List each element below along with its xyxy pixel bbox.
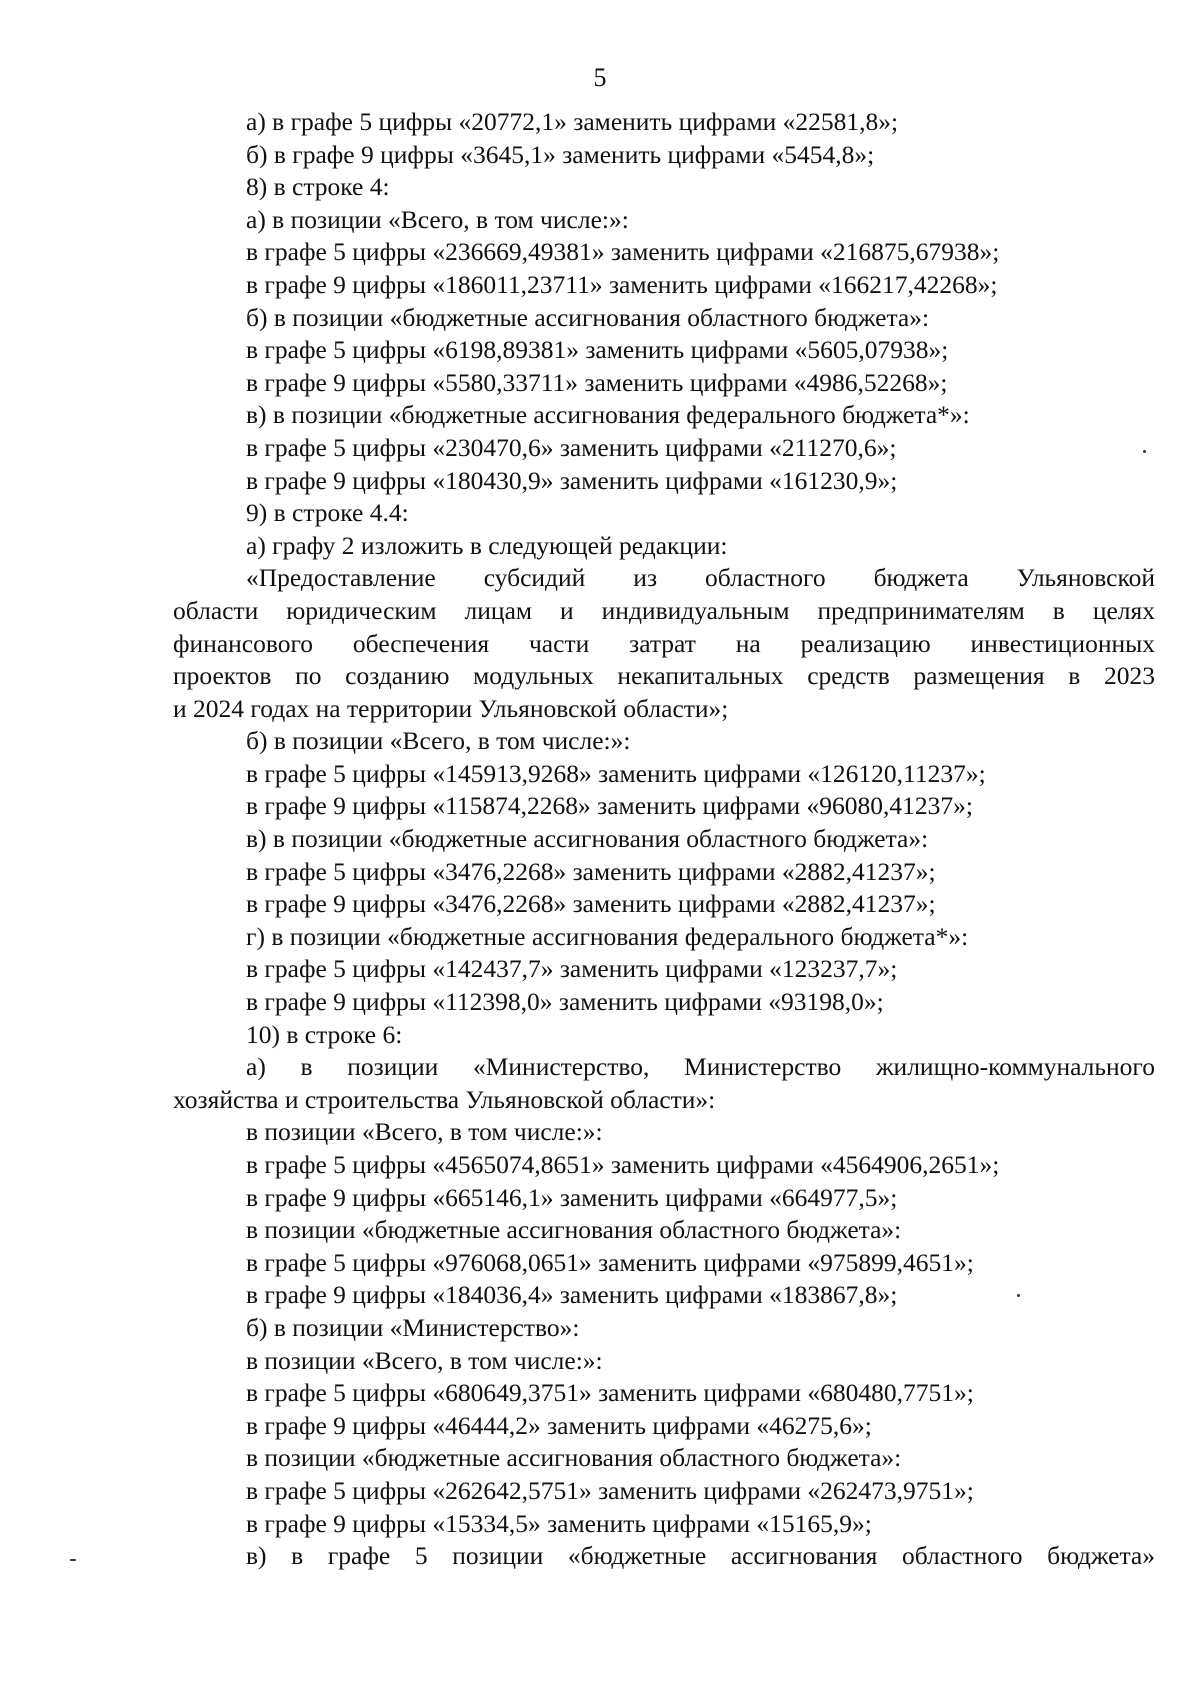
text-line: в графе 5 цифры «262642,5751» заменить цифрами «262473,9751»; (246, 1475, 974, 1505)
text-line: б) в графе 9 цифры «3645,1» заменить цифрами «5454,8»; (246, 139, 875, 169)
text-line: в позиции «бюджетные ассигнования областного бюджета»: (246, 1443, 902, 1473)
text-line: финансового обеспечения части затрат на реализацию инвестиционных (173, 628, 1155, 658)
text-line: в графе 5 цифры «4565074,8651» заменить цифрами «4564906,2651»; (246, 1150, 1000, 1179)
text-line: в графе 5 цифры «6198,89381» заменить цифрами «5605,07938»; (246, 335, 949, 365)
text-line: хозяйства и строительства Ульяновской области»: (173, 1084, 716, 1114)
text-line: и 2024 годах на территории Ульяновской области»; (173, 693, 729, 723)
text-line: в) в позиции «бюджетные ассигнования областного бюджета»: (246, 824, 929, 854)
scan-speck (1017, 1294, 1020, 1297)
text-line: в графе 9 цифры «46444,2» заменить цифрами «46275,6»; (246, 1410, 872, 1440)
text-line: в графе 5 цифры «3476,2268» заменить цифрами «2882,41237»; (246, 856, 936, 886)
text-line: в графе 5 цифры «236669,49381» заменить цифрами «216875,67938»; (246, 237, 1000, 267)
text-line: а) в графе 5 цифры «20772,1» заменить цифрами «22581,8»; (246, 107, 899, 136)
document-body (173, 106, 1155, 1573)
text-line: б) в позиции «Всего, в том числе:»: (246, 726, 631, 756)
text-line: в) в графе 5 позиции «бюджетные ассигнования областного бюджета» (246, 1541, 1155, 1571)
text-line: в графе 9 цифры «665146,1» заменить цифрами «664977,5»; (246, 1182, 898, 1212)
scan-speck (1143, 450, 1146, 453)
text-line: б) в позиции «бюджетные ассигнования областного бюджета»: (246, 302, 930, 332)
text-line: в графе 9 цифры «15334,5» заменить цифрами «15165,9»; (246, 1508, 872, 1538)
text-line: в) в позиции «бюджетные ассигнования федерального бюджета*»: (246, 400, 970, 430)
text-line: а) в позиции «Всего, в том числе:»: (246, 204, 629, 234)
text-line: в графе 9 цифры «115874,2268» заменить цифрами «96080,41237»; (246, 791, 973, 821)
scan-speck (70, 1559, 76, 1561)
text-line: в графе 5 цифры «976068,0651» заменить цифрами «975899,4651»; (246, 1247, 974, 1277)
text-line: в графе 5 цифры «145913,9268» заменить цифрами «126120,11237»; (246, 758, 986, 788)
text-line: «Предоставление субсидий из областного бюджета Ульяновской (246, 563, 1155, 593)
text-line: в графе 9 цифры «186011,23711» заменить цифрами «166217,42268»; (246, 269, 998, 299)
text-line: а) графу 2 изложить в следующей редакции: (246, 530, 728, 560)
page-number: 5 (593, 63, 607, 92)
text-line: г) в позиции «бюджетные ассигнования федерального бюджета*»: (246, 921, 969, 951)
text-line: а) в позиции «Министерство, Министерство жилищно-коммунального (246, 1052, 1155, 1082)
text-line: проектов по созданию модульных некапитальных средств размещения в 2023 (173, 661, 1155, 691)
text-line: в позиции «бюджетные ассигнования областного бюджета»: (246, 1215, 902, 1245)
text-line: в графе 9 цифры «3476,2268» заменить цифрами «2882,41237»; (246, 889, 936, 919)
text-line: 8) в строке 4: (246, 172, 390, 202)
text-line: в графе 9 цифры «180430,9» заменить цифрами «161230,9»; (246, 465, 898, 495)
text-line: 9) в строке 4.4: (246, 498, 409, 528)
text-line: в графе 9 цифры «112398,0» заменить цифрами «93198,0»; (246, 987, 884, 1017)
text-line: б) в позиции «Министерство»: (246, 1312, 580, 1342)
text-line: в графе 5 цифры «230470,6» заменить цифрами «211270,6»; (246, 432, 897, 462)
text-line: в графе 5 цифры «680649,3751» заменить цифрами «680480,7751»; (246, 1378, 974, 1408)
text-line: области юридическим лицам и индивидуальным предпринимателям в целях (173, 595, 1155, 625)
text-line: 10) в строке 6: (246, 1019, 403, 1049)
text-line: в графе 9 цифры «5580,33711» заменить цифрами «4986,52268»; (246, 367, 948, 397)
text-line: в позиции «Всего, в том числе:»: (246, 1345, 603, 1375)
text-line: в позиции «Всего, в том числе:»: (246, 1117, 603, 1147)
text-line: в графе 5 цифры «142437,7» заменить цифрами «123237,7»; (246, 954, 898, 984)
text-line: в графе 9 цифры «184036,4» заменить цифрами «183867,8»; (246, 1280, 898, 1310)
